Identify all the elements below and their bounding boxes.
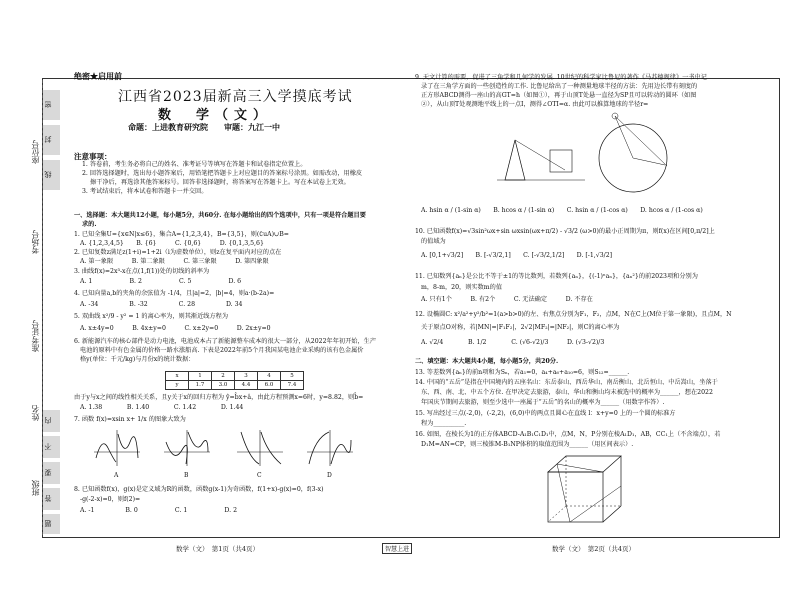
question-text: 1. 已知全集U={x∈N|x≤6}，集合A={1,2,3,4}，B={3,5}，则(∁uA)∪B=	[74, 231, 289, 238]
table-cell: 4.4	[235, 381, 258, 390]
section-heading-cont: 求的.	[82, 221, 97, 228]
seal-strip: 线	[43, 160, 60, 190]
question-text: m，8-m，20，则实数m的值	[421, 284, 503, 291]
brand-logo: 智慧上进	[382, 543, 412, 554]
table-cell: y	[166, 381, 189, 390]
data-table	[165, 371, 304, 390]
figure-cube	[540, 450, 630, 528]
question-text: 程为__________.	[421, 420, 467, 427]
section-heading: 二、填空题：本大题共4小题，每小题5分，共20分.	[415, 358, 559, 365]
exam-credits: 命题：上进教育研究院 审题：九江一中	[128, 122, 280, 132]
question-text: 4. 已知向量a,b的夹角的余弦值为 -1/4，且|a|=2，|b|=4，则a·(b-2a)=	[74, 290, 275, 297]
binding-label: 班级	[31, 480, 40, 496]
note-item: 3. 考试结束后，将本试卷和答题卡一并交回。	[82, 188, 208, 195]
question-text: 格y(单位：千元/kg)与月份x的统计数据：	[80, 356, 195, 363]
note-item: 2. 回答选择题时，选出每小题答案后，用铅笔把答题卡上对应题目的答案标号涂黑。如需改动，用橡皮	[82, 170, 363, 177]
note-item: 1. 答卷前，考生务必将自己的姓名、准考证号等填写在答题卡和试卷指定位置上。	[82, 161, 307, 168]
question-options: A. 1.38 B. 1.40 C. 1.42 D. 1.44	[80, 404, 244, 411]
question-text: D₁M=AN=CP，则三棱锥M-B₁NP体积的取值范围为______（用区间表示）.	[421, 441, 634, 448]
question-text: 6. 新能源汽车的核心部件是动力电池，电池成本占了新能源整车成本的很大一部分，从2022年年初开始，生产	[74, 338, 377, 345]
binding-label: 姓名	[31, 405, 40, 421]
question-text: -g(-2-x)=0，则f(2)=	[80, 496, 141, 503]
question-text: 11. 已知数列{aₙ}是公比不等于±1的等比数列，若数列{aₙ}，{(-1)ⁿaₙ}，{aₙ²}的前2023项和分别为	[415, 273, 698, 280]
question-options: A. hsin α / (1-sin α) B. hcos α / (1-sin α) C. hsin α / (1-cos α) D. hcos α / (1-cos α)	[421, 207, 703, 214]
question-options: A. [0,1+√3/2] B. [-√3/2,1] C. [-√3/2,1/2] D. [-1,√3/2]	[421, 252, 613, 259]
question-text: 的值域为	[421, 238, 446, 245]
seal-strip: 密	[43, 90, 60, 120]
question-text: 关于原点O对称，若|MN|=|F₁F₂|，2√2|MF₂|=|NF₂|，则C的离心率为	[421, 324, 620, 331]
section-heading: 一、选择题：本大题共12小题，每小题5分，共60分. 在每小题给出的四个选项中，只有一项是符合题目要	[74, 212, 366, 219]
graph-label: A	[114, 472, 119, 479]
question-options: A. √2/4 B. 1/2 C. (√6-√2)/3 D. (√3-√2)/3	[421, 339, 605, 346]
seal-strip: 不	[43, 436, 60, 458]
table-cell: 3	[235, 372, 258, 381]
page-footer-right: 数学（文） 第2页（共4页）	[552, 545, 636, 553]
question-text: 16. 如图，在棱长为1的正方体ABCD-A₁B₁C₁D₁中，点M，N，P分别在棱A₁D₁，AB，CC₁上（不含端点），若	[415, 431, 721, 438]
binding-label: 考场号	[31, 230, 40, 254]
graph-option-c	[235, 428, 285, 468]
exam-title: 江西省2023届新高三入学摸底考试	[118, 89, 353, 105]
question-text: 年国庆节期间去旅游，则至少选中一座属于“五岳”的名山的概率为______（用数字作答）.	[421, 399, 665, 406]
question-text: 电池的原料中有色金属的价格一路水涨船高. 下表是2022年前5个月我国某电池企业采购的该有色金属价	[80, 347, 364, 354]
table-cell: 3.0	[212, 381, 235, 390]
question-text: ②），从山顶T处观测地平线上的一点I，测得∠OTI=α. 由此可以推算地球的半径r=	[421, 101, 649, 108]
question-text: 东、西、南、北、中五个方位. 在甲决定去旅游，泰山、华山和衡山均未被选中的概率为______，想在2022	[421, 389, 713, 396]
graph-option-d	[305, 428, 355, 468]
graph-label: B	[184, 472, 189, 479]
notes-list	[82, 160, 392, 196]
seal-strip: 内	[43, 410, 60, 432]
figure-earth-measurement	[495, 110, 675, 200]
table-cell: 4	[258, 372, 281, 381]
page-footer-left: 数学（文） 第1页（共4页）	[176, 545, 260, 553]
binding-label: 准考证号	[31, 320, 40, 352]
note-item: 擦干净后，再选涂其他答案标号。回答非选择题时，将答案写在答题卡上。写在本试卷上无效。	[90, 179, 350, 186]
question-text: 9. 天文计算的需要，促进了三角学和几何学的发展. 10世纪的科学家比鲁尼的著作《马苏德规律》一书中记	[415, 74, 707, 81]
question-text: 录了在三角学方面的一些创造性的工作. 比鲁尼给出了一种测量地球半径的方法：先用边长带有刻度的	[421, 83, 698, 90]
table-cell: 7.4	[281, 381, 304, 390]
table-cell: x	[166, 372, 189, 381]
seal-strip: 题	[43, 514, 60, 534]
seal-strip: 封	[43, 125, 60, 155]
table-cell: 1	[189, 372, 212, 381]
question-text: 15. 写出经过三点(-2,0)，(-2,2)，(6,0)中的两点且圆心在直线 l：x+y=0 上的一个圆的标准方	[415, 410, 676, 417]
seal-strip: 答	[43, 488, 60, 510]
question-options: A. 第一象限 B. 第二象限 C. 第三象限 D. 第四象限	[80, 258, 269, 265]
question-text: 由于y与x之间的线性相关关系，且y关于x的回归方程为 ŷ=b̂x+â，由此方程预测x=6时，y=8.82，则b̂=	[74, 394, 364, 401]
graph-option-a	[92, 428, 142, 468]
confidential-mark: 绝密★启用前	[74, 71, 122, 81]
graph-label: D	[327, 472, 332, 479]
table-cell: 1.7	[189, 381, 212, 390]
table-row	[166, 381, 304, 390]
question-text: 12. 设椭圆C: x²/a²+y²/b²=1(a>b>0)的左、右焦点分别为F₁，F₂，点M，N在C上(M位于第一象限)，且点M，N	[415, 311, 732, 318]
question-text: 3. 曲线f(x)=2x³-x在点(1,f(1))处的切线的斜率为	[74, 268, 210, 275]
question-options: A. -1 B. 0 C. 1 D. 2	[80, 507, 238, 514]
graph-option-b	[162, 428, 212, 468]
table-cell: 2	[212, 372, 235, 381]
question-text: 7. 函数 f(x)=xsin x+ 1/x 的图象大致为	[74, 416, 186, 423]
question-options: A. 1 B. 2 C. 5 D. 6	[80, 278, 242, 285]
graph-label: C	[257, 472, 262, 479]
question-options: A. -34 B. -32 C. 28 D. 34	[80, 301, 243, 308]
notes-heading: 注意事项：	[74, 152, 112, 161]
question-text: 14. 中国的“五岳”是指在中国境内的五座名山：东岳泰山、西岳华山、南岳衡山、北岳恒山、中岳嵩山，坐落于	[415, 379, 718, 386]
question-text: 2. 已知复数z满足z(1+i)=1+2i（i为虚数单位），则z在复平面内对应的点在	[74, 249, 282, 256]
exam-subject: 数 学（文）	[158, 108, 273, 123]
seal-strip: 要	[43, 462, 60, 484]
question-options: A. x±4y=0 B. 4x±y=0 C. x±2y=0 D. 2x±y=0	[80, 325, 271, 332]
question-text: 8. 已知函数f(x)，g(x)是定义域为R的函数，函数g(x-1)为奇函数，f(1+x)-g(x)=0，f(3-x)	[74, 486, 324, 493]
question-text: 正方形ABCD测得一座山的高GT=h（如图①），再于山顶T处悬一直径为SP且可以转动的圆环（如图	[421, 92, 697, 99]
question-text: 5. 双曲线 x²/9 - y² = 1 的离心率为，则其渐近线方程为	[74, 313, 229, 320]
question-options: A. 只有1个 B. 有2个 C. 无法确定 D. 不存在	[421, 296, 593, 303]
binding-label: 座位号	[31, 140, 40, 164]
table-cell: 5	[281, 372, 304, 381]
question-options: A. {1,2,3,4,5} B. {6} C. {0,6} D. {0,1,3,5,6}	[80, 240, 264, 247]
table-cell: 6.0	[258, 381, 281, 390]
question-text: 10. 已知函数f(x)=√3sin²ωx+sin ωxsin(ωx+π/2) - √3/2 (ω>0)的最小正周期为π，则f(x)在区间[0,π/2]上	[415, 228, 715, 235]
question-text: 13. 等差数列{aₙ}的前n项和为Sₙ，若a₁=0，a₄+a₆+a₁₀=6，则S₁₂=______.	[415, 369, 630, 376]
table-row	[166, 372, 304, 381]
